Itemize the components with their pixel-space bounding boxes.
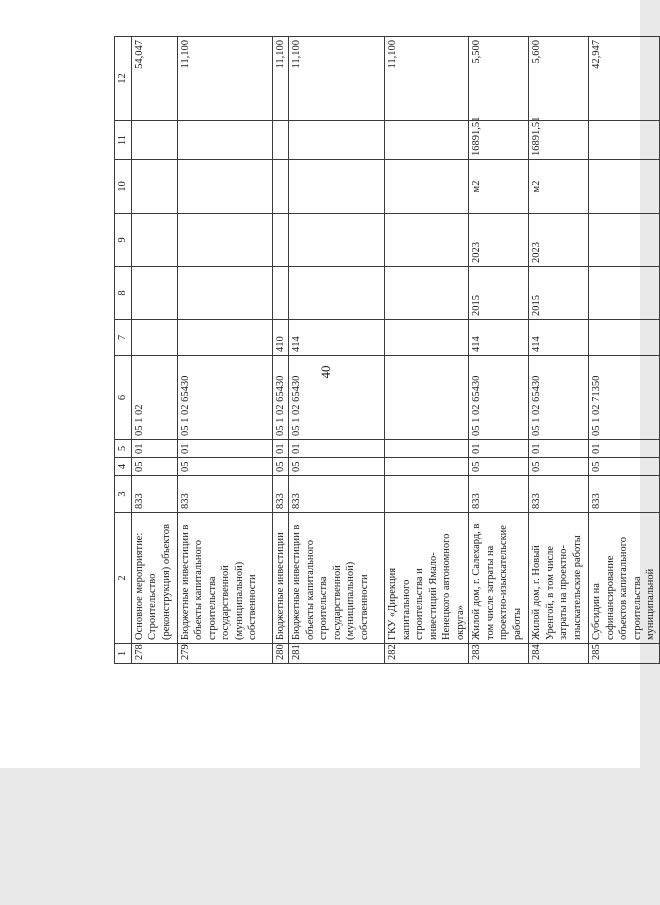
- row-name: Основное мероприятие: Строительство (реконструкция) объектов: [131, 513, 177, 644]
- cell-target: [385, 356, 469, 440]
- cell-type: [177, 320, 272, 356]
- header-cell: 4: [115, 458, 132, 476]
- row-name: ГКУ «Дирекция капитального строительства и инвестиций Ямало-Ненецкого автономного округа»: [385, 513, 469, 644]
- cell-start: [272, 267, 289, 320]
- cell-target: 05 1 02 65430: [529, 356, 589, 440]
- header-cell: 8: [115, 267, 132, 320]
- table-row: [177, 37, 272, 664]
- cell-code: 833: [272, 476, 289, 513]
- cell-type: 410: [272, 320, 289, 356]
- cell-start: [385, 267, 469, 320]
- cell-code: 833: [289, 476, 385, 513]
- cell-capacity: 16891,51: [469, 121, 529, 160]
- row-number: 281: [289, 644, 385, 664]
- row-name: Жилой дом, г. Новый Уренгой, в том числе затраты на проектно-изыскательские работы: [529, 513, 589, 644]
- cell-type: 414: [529, 320, 589, 356]
- cell-end: [589, 214, 660, 267]
- row-name: Субсидии на софинансирование объектов капитального строительства муниципальной: [589, 513, 660, 644]
- header-cell: 10: [115, 160, 132, 214]
- header-cell: 3: [115, 476, 132, 513]
- cell-target: 05 1 02 65430: [289, 356, 385, 440]
- cell-subsection: 01: [177, 440, 272, 458]
- row-number: 282: [385, 644, 469, 664]
- cell-section: 05: [177, 458, 272, 476]
- cell-start: [289, 267, 385, 320]
- cell-unit: м2: [469, 160, 529, 214]
- cell-type: 414: [469, 320, 529, 356]
- cell-unit: [272, 160, 289, 214]
- row-number: 279: [177, 644, 272, 664]
- cell-target: 05 1 02 65430: [272, 356, 289, 440]
- cell-code: 833: [177, 476, 272, 513]
- cell-end: 2023: [469, 214, 529, 267]
- cell-section: 05: [469, 458, 529, 476]
- row-name: Бюджетные инвестиции: [272, 513, 289, 644]
- table-row: [529, 37, 589, 664]
- cell-subsection: 01: [272, 440, 289, 458]
- cell-capacity: [289, 121, 385, 160]
- cell-unit: м2: [529, 160, 589, 214]
- cell-unit: [131, 160, 177, 214]
- rotated-table-wrapper: [114, 37, 656, 664]
- cell-target: 05 1 02 71350: [589, 356, 660, 440]
- cell-code: [385, 476, 469, 513]
- cell-amount: 11,100: [272, 37, 289, 121]
- table-row: [589, 37, 660, 664]
- table-row: [385, 37, 469, 664]
- cell-target: 05 1 02 65430: [177, 356, 272, 440]
- cell-type: 414: [289, 320, 385, 356]
- cell-end: 2023: [529, 214, 589, 267]
- cell-unit: [177, 160, 272, 214]
- cell-start: 2015: [529, 267, 589, 320]
- cell-section: 05: [289, 458, 385, 476]
- row-number: 280: [272, 644, 289, 664]
- row-number: 278: [131, 644, 177, 664]
- cell-amount: 42,947: [589, 37, 660, 121]
- header-cell: 5: [115, 440, 132, 458]
- cell-subsection: 01: [589, 440, 660, 458]
- header-cell: 7: [115, 320, 132, 356]
- cell-section: 05: [131, 458, 177, 476]
- cell-subsection: 01: [529, 440, 589, 458]
- header-cell: 6: [115, 356, 132, 440]
- table-row: [469, 37, 529, 664]
- table-row: [131, 37, 177, 664]
- cell-capacity: [385, 121, 469, 160]
- table-row: [272, 37, 289, 664]
- cell-type: [385, 320, 469, 356]
- cell-unit: [589, 160, 660, 214]
- header-cell: 9: [115, 214, 132, 267]
- budget-table: [114, 36, 660, 664]
- cell-capacity: [177, 121, 272, 160]
- cell-subsection: 01: [289, 440, 385, 458]
- cell-code: 833: [529, 476, 589, 513]
- cell-start: [589, 267, 660, 320]
- cell-amount: 11,100: [177, 37, 272, 121]
- cell-end: [272, 214, 289, 267]
- cell-type: [131, 320, 177, 356]
- cell-amount: 54,047: [131, 37, 177, 121]
- row-number: 283: [469, 644, 529, 664]
- row-name: Бюджетные инвестиции в объекты капитального строительства государственной (муниципальной) собственности: [289, 513, 385, 644]
- cell-target: 05 1 02 65430: [469, 356, 529, 440]
- row-number: 285: [589, 644, 660, 664]
- header-cell: 2: [115, 513, 132, 644]
- cell-section: 05: [589, 458, 660, 476]
- cell-capacity: [272, 121, 289, 160]
- cell-unit: [385, 160, 469, 214]
- cell-amount: 11,100: [289, 37, 385, 121]
- cell-subsection: 01: [469, 440, 529, 458]
- cell-amount: 5,500: [469, 37, 529, 121]
- row-name: Жилой дом, г. Салехард, в том числе затраты на проектно-изыскательские работы: [469, 513, 529, 644]
- cell-subsection: 01: [131, 440, 177, 458]
- cell-unit: [289, 160, 385, 214]
- cell-section: [385, 458, 469, 476]
- cell-capacity: 16891,51: [529, 121, 589, 160]
- row-number: 284: [529, 644, 589, 664]
- cell-amount: 5,600: [529, 37, 589, 121]
- cell-code: 833: [131, 476, 177, 513]
- table-row: [289, 37, 385, 664]
- cell-start: [131, 267, 177, 320]
- cell-target: 05 1 02: [131, 356, 177, 440]
- cell-subsection: [385, 440, 469, 458]
- cell-code: 833: [589, 476, 660, 513]
- cell-amount: 11,100: [385, 37, 469, 121]
- cell-section: 05: [529, 458, 589, 476]
- page-number: 40: [318, 365, 333, 379]
- cell-end: [385, 214, 469, 267]
- cell-end: [131, 214, 177, 267]
- cell-start: [177, 267, 272, 320]
- header-cell: 1: [115, 644, 132, 664]
- row-name: Бюджетные инвестиции в объекты капитального строительства государственной (муниципальной) собственности: [177, 513, 272, 644]
- cell-code: 833: [469, 476, 529, 513]
- cell-capacity: [131, 121, 177, 160]
- cell-type: [589, 320, 660, 356]
- cell-start: 2015: [469, 267, 529, 320]
- cell-section: 05: [272, 458, 289, 476]
- cell-end: [289, 214, 385, 267]
- cell-capacity: [589, 121, 660, 160]
- cell-end: [177, 214, 272, 267]
- header-row: [115, 37, 132, 664]
- header-cell: 11: [115, 121, 132, 160]
- header-cell: 12: [115, 37, 132, 121]
